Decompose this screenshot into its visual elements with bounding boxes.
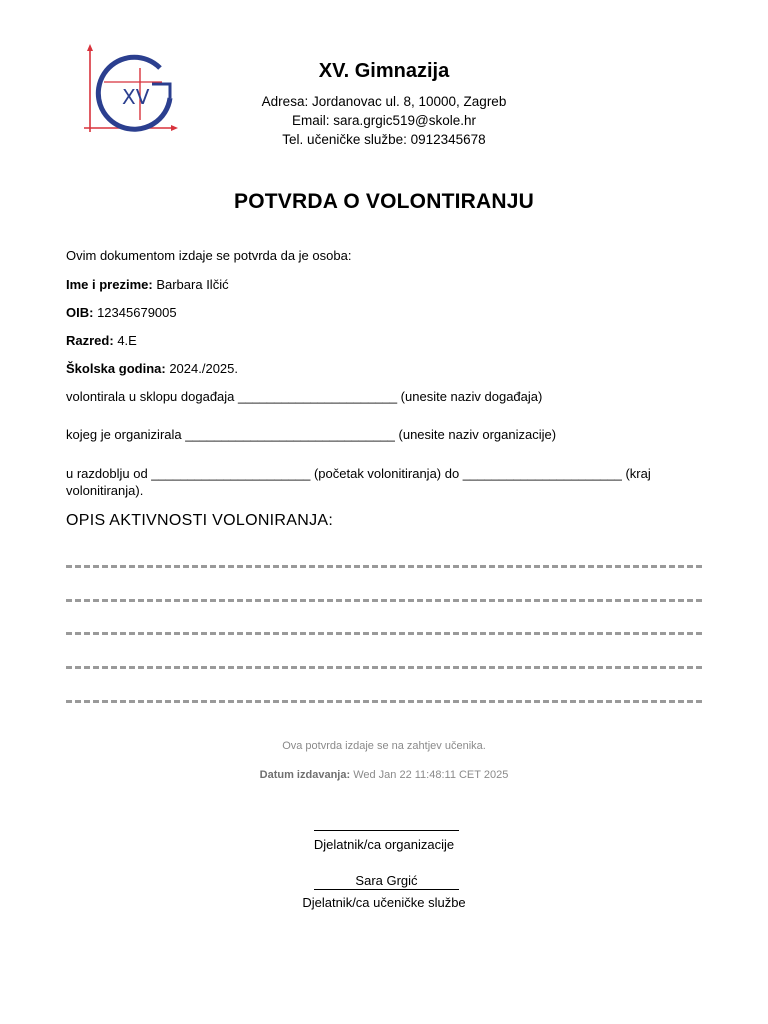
document-title: POTVRDA O VOLONTIRANJU xyxy=(234,190,534,213)
event-blank: volontirala u sklopu događaja ______________________ (unesite naziv događaja) xyxy=(66,389,543,404)
name-label: Ime i prezime: xyxy=(66,277,153,292)
school-name: XV. Gimnazija xyxy=(318,60,450,82)
org-signature-line xyxy=(314,830,459,831)
class-label: Razred: xyxy=(66,333,114,348)
name-row xyxy=(66,277,229,292)
org-signature-label: Djelatnik/ca organizacije xyxy=(313,837,455,852)
request-note: Ova potvrda izdaje se na zahtjev učenika. xyxy=(282,740,486,752)
activity-section-title: OPIS AKTIVNOSTI VOLONIRANJA: xyxy=(66,512,334,529)
period-blank: u razdoblju od ______________________ (početak volonitiranja) do ______________________ (kraj volonitiranja). xyxy=(66,466,651,498)
class-value: 4.E xyxy=(117,333,137,348)
school-address: Adresa: Jordanovac ul. 8, 10000, Zagreb xyxy=(261,94,507,109)
year-row xyxy=(66,361,238,376)
service-signature-name: Sara Grgić xyxy=(355,873,418,888)
intro-text: Ovim dokumentom izdaje se potvrda da je osoba: xyxy=(66,248,352,263)
activity-line-1 xyxy=(66,565,702,568)
school-email: Email: sara.grgic519@skole.hr xyxy=(291,113,477,128)
service-signature-label: Djelatnik/ca učeničke službe xyxy=(302,895,466,910)
issue-date-label: Datum izdavanja: xyxy=(259,769,351,781)
activity-line-2 xyxy=(66,599,702,602)
issue-date-value: Wed Jan 22 11:48:11 CET 2025 xyxy=(353,769,509,781)
service-signature-line xyxy=(314,889,459,890)
organization-blank: kojeg je organizirala _____________________________ (unesite naziv organizacije) xyxy=(66,427,557,442)
name-value: Barbara Ilčić xyxy=(156,277,229,292)
activity-line-5 xyxy=(66,700,702,703)
issue-date xyxy=(0,769,768,781)
oib-value: 12345679005 xyxy=(97,305,177,320)
school-phone: Tel. učeničke službe: 0912345678 xyxy=(282,132,486,147)
year-label: Školska godina: xyxy=(66,361,166,376)
class-row xyxy=(66,333,137,348)
activity-line-4 xyxy=(66,666,702,669)
oib-row xyxy=(66,305,177,320)
activity-line-3 xyxy=(66,632,702,635)
logo-text: XV xyxy=(122,85,150,109)
year-value: 2024./2025. xyxy=(169,361,239,376)
oib-label: OIB: xyxy=(66,305,94,320)
